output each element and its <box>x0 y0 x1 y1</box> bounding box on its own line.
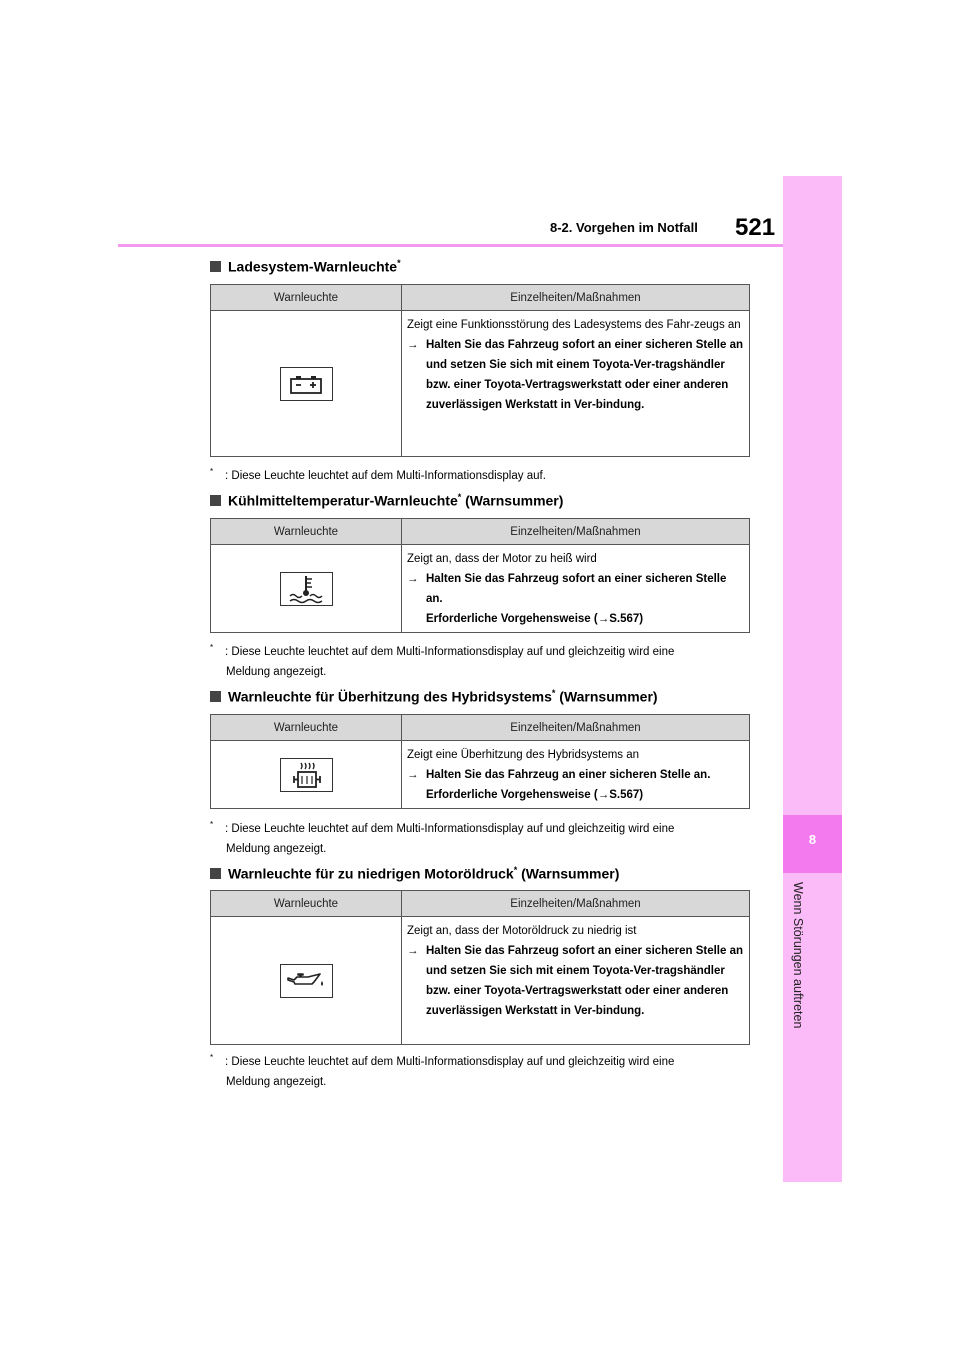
column-header-details: Einzelheiten/Maßnahmen <box>510 897 641 910</box>
footnote: * : Diese Leuchte leuchtet auf dem Multi-Informationsdisplay auf und gleichzeitig wird eine Meldung angezeigt. <box>210 643 675 678</box>
page-number: 521 <box>735 214 776 241</box>
section-title: 8-2. Vorgehen im Notfall <box>550 220 698 235</box>
warning-table <box>210 890 750 1045</box>
column-header-warnleuchte: Warnleuchte <box>211 519 402 544</box>
description-text: Zeigt eine Funktionsstörung des Ladesystems des Fahr-zeugs an <box>407 319 741 331</box>
column-header-details: Einzelheiten/Maßnahmen <box>510 291 641 304</box>
hybrid-overheat-icon <box>280 758 333 792</box>
bullet-square <box>210 495 221 506</box>
warning-table <box>210 284 750 457</box>
action-text: → Halten Sie das Fahrzeug sofort an einer sicheren Stelle an und setzen Sie sich mit einem Toyota-Ver-tragshändler bzw. einer Toyota-Vertragswerkstatt oder einer anderen zuverlässigen Werkstatt in Ver-bindung. <box>407 945 743 1017</box>
bullet-square <box>210 691 221 702</box>
chapter-title: Wenn Störungen auftreten <box>791 882 805 1029</box>
footnote: * : Diese Leuchte leuchtet auf dem Multi-Informationsdisplay auf und gleichzeitig wird eine Meldung angezeigt. <box>210 1053 675 1088</box>
column-header-warnleuchte: Warnleuchte <box>211 891 402 916</box>
description-text: Zeigt an, dass der Motoröldruck zu niedrig ist <box>407 925 637 937</box>
procedure-reference: Erforderliche Vorgehensweise (→S.567) <box>426 789 644 801</box>
bullet-square <box>210 868 221 879</box>
action-text: → Halten Sie das Fahrzeug sofort an einer sicheren Stelle an. <box>407 573 727 605</box>
section-heading: Kühlmitteltemperatur-Warnleuchte* (Warnsummer) <box>210 492 563 509</box>
description-text: Zeigt an, dass der Motor zu heiß wird <box>407 553 597 565</box>
battery-charge-icon <box>280 367 333 401</box>
action-text: → Halten Sie das Fahrzeug sofort an einer sicheren Stelle an und setzen Sie sich mit einem Toyota-Ver-tragshändler bzw. einer Toyota-Vertragswerkstatt oder einer anderen zuverlässigen Werkstatt in Ver-bindung. <box>407 339 743 411</box>
column-header-warnleuchte: Warnleuchte <box>211 715 402 740</box>
procedure-reference: Erforderliche Vorgehensweise (→S.567) <box>426 613 644 625</box>
action-text: → Halten Sie das Fahrzeug an einer sicheren Stelle an. <box>407 769 711 781</box>
description-text: Zeigt eine Überhitzung des Hybridsystems an <box>407 749 640 761</box>
footnote: * : Diese Leuchte leuchtet auf dem Multi-Informationsdisplay auf. <box>210 467 546 482</box>
coolant-temperature-icon <box>280 572 333 606</box>
chapter-number: 8 <box>808 832 817 847</box>
section-heading: Warnleuchte für Überhitzung des Hybridsystems* (Warnsummer) <box>210 688 658 705</box>
column-header-details: Einzelheiten/Maßnahmen <box>510 525 641 538</box>
column-header-warnleuchte: Warnleuchte <box>211 285 402 310</box>
footnote: * : Diese Leuchte leuchtet auf dem Multi-Informationsdisplay auf und gleichzeitig wird eine Meldung angezeigt. <box>210 820 675 855</box>
oil-pressure-icon <box>280 964 333 998</box>
bullet-square <box>210 261 221 272</box>
header-rule <box>118 244 783 247</box>
section-heading: Ladesystem-Warnleuchte* <box>210 258 401 275</box>
section-heading: Warnleuchte für zu niedrigen Motoröldruck* (Warnsummer) <box>210 865 619 882</box>
warning-table <box>210 714 750 809</box>
warning-table <box>210 518 750 633</box>
column-header-details: Einzelheiten/Maßnahmen <box>510 721 641 734</box>
